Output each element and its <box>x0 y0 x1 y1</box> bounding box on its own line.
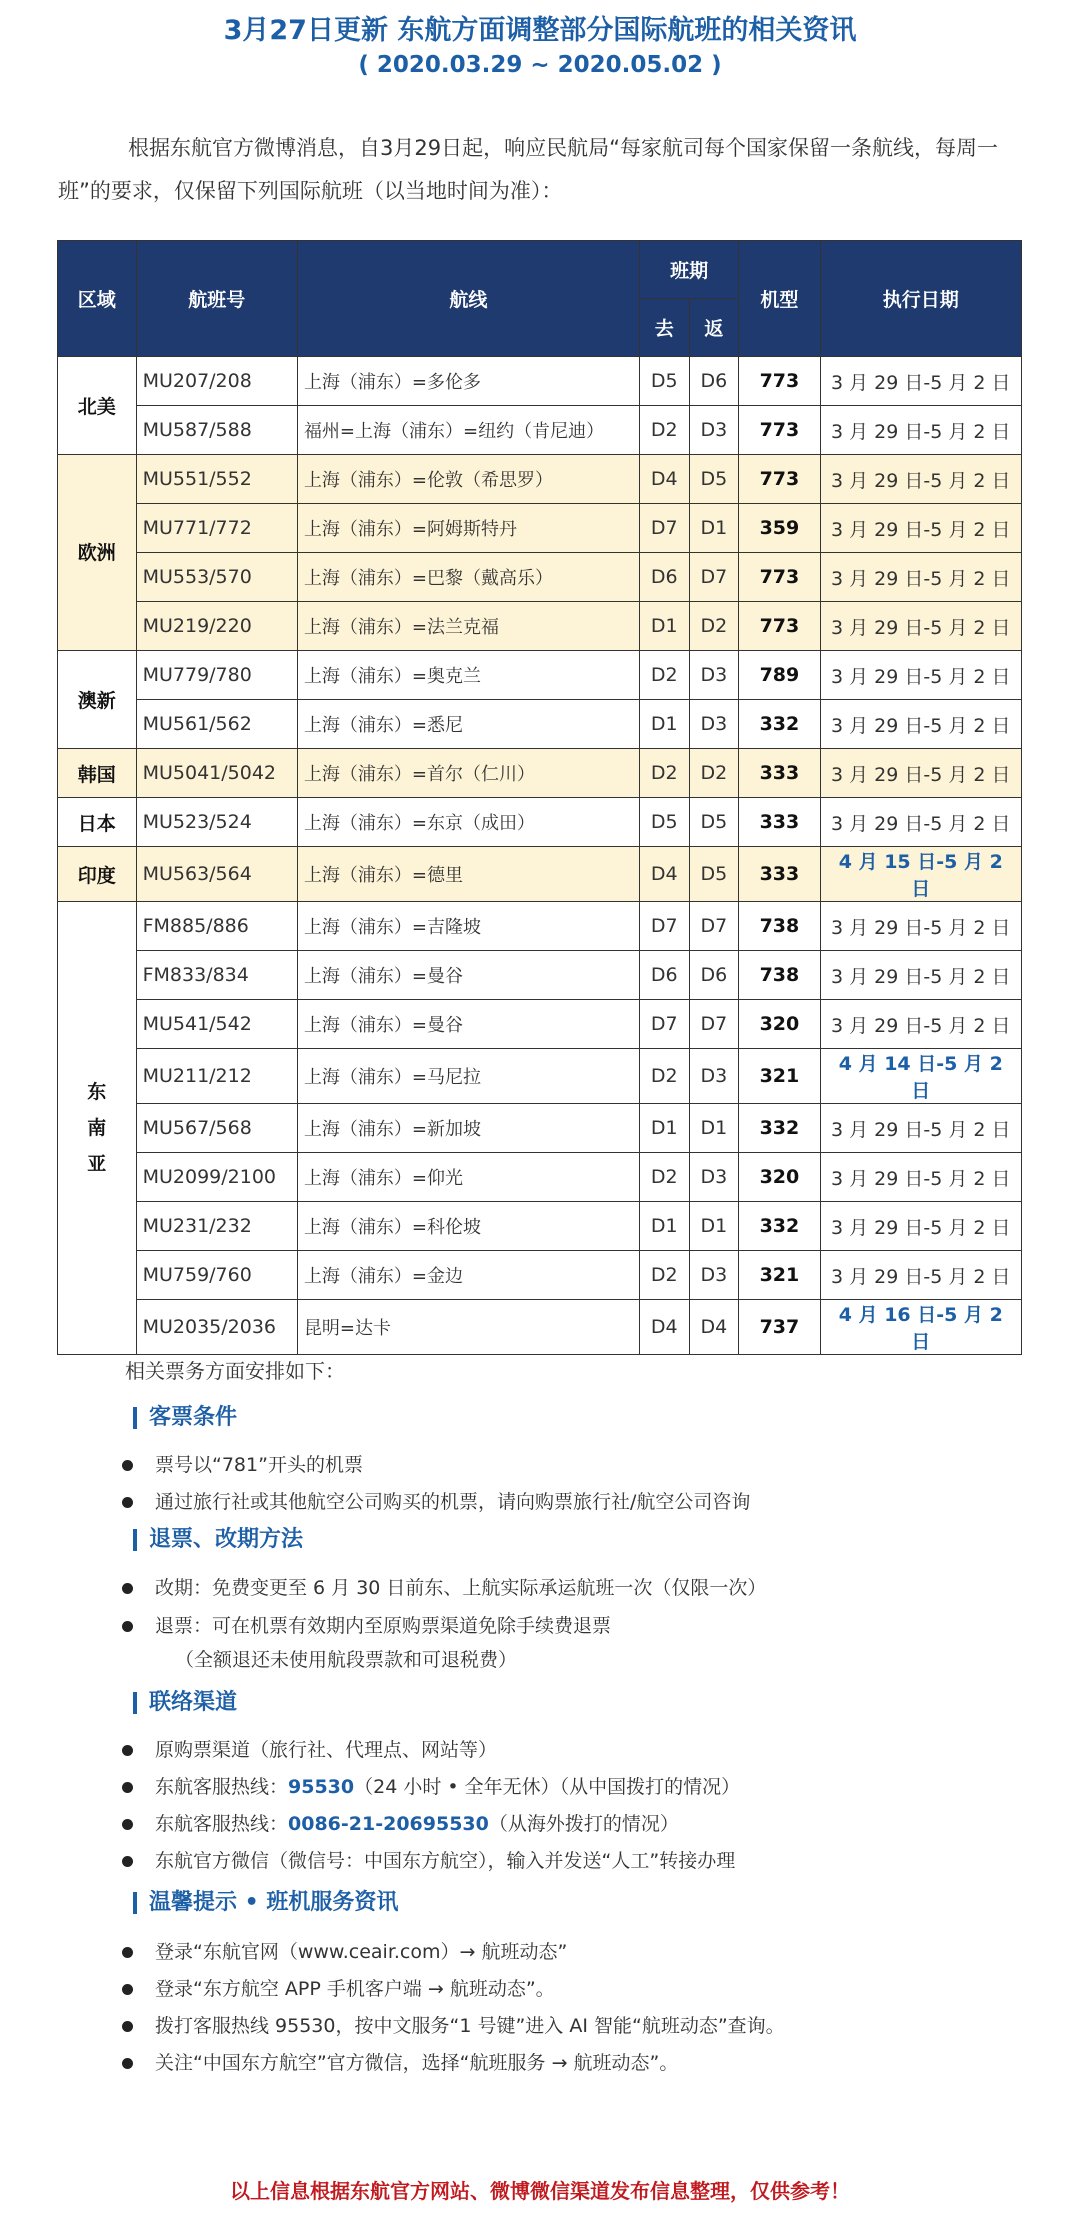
bullet-icon <box>122 1621 133 1632</box>
list-item <box>122 1487 750 1514</box>
outbound-day-cell: D1 <box>639 1202 689 1251</box>
return-day-cell: D3 <box>689 651 739 700</box>
outbound-day-cell: D7 <box>639 902 689 951</box>
item-text: 改期：免费变更至 6 月 30 日前东、上航实际承运航班一次（仅限一次） <box>155 1577 767 1599</box>
return-day-cell: D5 <box>689 847 739 902</box>
return-day-cell: D5 <box>689 455 739 504</box>
aircraft-cell: 333 <box>739 749 820 798</box>
table-row <box>58 1104 1022 1153</box>
return-day-cell: D7 <box>689 1000 739 1049</box>
outbound-day-cell: D2 <box>639 1153 689 1202</box>
dates-cell: 3 月 29 日-5 月 2 日 <box>820 504 1021 553</box>
outbound-day-cell: D2 <box>639 1251 689 1300</box>
section-title: 联络渠道 <box>149 1690 238 1715</box>
route-cell: 上海（浦东）=曼谷 <box>297 951 639 1000</box>
table-row <box>58 749 1022 798</box>
dates-cell: 4 月 15 日-5 月 2 日 <box>820 847 1021 902</box>
table-row <box>58 357 1022 406</box>
return-day-cell: D1 <box>689 1104 739 1153</box>
item-text: （从海外拨打的情况） <box>488 1813 679 1835</box>
flight-number-cell: MU771/772 <box>136 504 297 553</box>
dates-cell: 3 月 29 日-5 月 2 日 <box>820 602 1021 651</box>
aircraft-cell: 773 <box>739 553 820 602</box>
hotline-number[interactable]: 95530 <box>288 1776 355 1798</box>
flight-number-cell: MU219/220 <box>136 602 297 651</box>
dates-cell: 3 月 29 日-5 月 2 日 <box>820 406 1021 455</box>
return-day-cell: D7 <box>689 902 739 951</box>
ticket-lead: 相关票务方面安排如下： <box>125 1359 345 1383</box>
flight-number-cell: MU211/212 <box>136 1049 297 1104</box>
route-cell: 上海（浦东）=新加坡 <box>297 1104 639 1153</box>
route-cell: 上海（浦东）=东京（成田） <box>297 798 639 847</box>
dates-cell: 3 月 29 日-5 月 2 日 <box>820 951 1021 1000</box>
return-day-cell: D3 <box>689 700 739 749</box>
aircraft-cell: 320 <box>739 1000 820 1049</box>
section-ticket-conditions <box>133 1400 237 1431</box>
return-day-cell: D3 <box>689 1153 739 1202</box>
outbound-day-cell: D6 <box>639 553 689 602</box>
outbound-day-cell: D4 <box>639 455 689 504</box>
flight-number-cell: MU563/564 <box>136 847 297 902</box>
section-bar <box>133 1529 137 1551</box>
refund-note: （全额退还未使用航段票款和可退税费） <box>175 1649 518 1671</box>
return-day-cell: D1 <box>689 1202 739 1251</box>
aircraft-cell: 773 <box>739 455 820 504</box>
dates-cell: 3 月 29 日-5 月 2 日 <box>820 1104 1021 1153</box>
list-item <box>122 1937 567 1964</box>
outbound-day-cell: D7 <box>639 504 689 553</box>
table-row <box>58 1251 1022 1300</box>
bullet-icon <box>122 2058 133 2069</box>
header-region: 区域 <box>58 241 137 357</box>
table-row <box>58 406 1022 455</box>
route-cell: 上海（浦东）=多伦多 <box>297 357 639 406</box>
dates-cell: 3 月 29 日-5 月 2 日 <box>820 749 1021 798</box>
aircraft-cell: 773 <box>739 602 820 651</box>
return-day-cell: D7 <box>689 553 739 602</box>
flight-table <box>57 240 1022 1355</box>
region-cell: 印度 <box>58 847 137 902</box>
route-cell: 上海（浦东）=法兰克福 <box>297 602 639 651</box>
list-item <box>122 1846 735 1873</box>
route-cell: 福州=上海（浦东）=纽约（肯尼迪） <box>297 406 639 455</box>
item-text: 拨打客服热线 95530，按中文服务“1 号键”进入 AI 智能“航班动态”查询。 <box>155 2015 785 2037</box>
footer-disclaimer: 以上信息根据东航官方网站、微博微信渠道发布信息整理，仅供参考！ <box>230 2179 850 2203</box>
route-cell: 上海（浦东）=德里 <box>297 847 639 902</box>
list-item <box>122 2048 678 2075</box>
item-text: 登录“东方航空 APP 手机客户端 → 航班动态”。 <box>155 1978 555 2000</box>
dates-cell: 3 月 29 日-5 月 2 日 <box>820 700 1021 749</box>
dates-cell: 3 月 29 日-5 月 2 日 <box>820 357 1021 406</box>
return-day-cell: D3 <box>689 1251 739 1300</box>
aircraft-cell: 359 <box>739 504 820 553</box>
header-flight: 航班号 <box>136 241 297 357</box>
flight-number-cell: MU5041/5042 <box>136 749 297 798</box>
route-cell: 上海（浦东）=阿姆斯特丹 <box>297 504 639 553</box>
flight-number-cell: MU779/780 <box>136 651 297 700</box>
hotline-domestic <box>122 1772 740 1799</box>
outbound-day-cell: D5 <box>639 357 689 406</box>
return-day-cell: D1 <box>689 504 739 553</box>
route-cell: 昆明=达卡 <box>297 1300 639 1355</box>
outbound-day-cell: D5 <box>639 798 689 847</box>
aircraft-cell: 333 <box>739 798 820 847</box>
table-row <box>58 455 1022 504</box>
item-text: （24 小时 • 全年无休）（从中国拨打的情况） <box>354 1776 741 1798</box>
item-text: 东航官方微信（微信号：中国东方航空），输入并发送“人工”转接办理 <box>155 1850 736 1872</box>
dates-cell: 3 月 29 日-5 月 2 日 <box>820 798 1021 847</box>
flight-number-cell: FM833/834 <box>136 951 297 1000</box>
dates-cell: 3 月 29 日-5 月 2 日 <box>820 553 1021 602</box>
aircraft-cell: 737 <box>739 1300 820 1355</box>
flight-number-cell: MU551/552 <box>136 455 297 504</box>
hotline-overseas <box>122 1809 679 1836</box>
route-cell: 上海（浦东）=巴黎（戴高乐） <box>297 553 639 602</box>
region-cell: 澳新 <box>58 651 137 749</box>
route-cell: 上海（浦东）=悉尼 <box>297 700 639 749</box>
bullet-icon <box>122 2021 133 2032</box>
header-back: 返 <box>689 299 739 357</box>
section-tips <box>133 1885 398 1916</box>
return-day-cell: D2 <box>689 749 739 798</box>
outbound-day-cell: D4 <box>639 1300 689 1355</box>
section-contact <box>133 1685 237 1716</box>
outbound-day-cell: D2 <box>639 1049 689 1104</box>
section-bar <box>133 1407 137 1429</box>
item-text: 退票：可在机票有效期内至原购票渠道免除手续费退票 <box>155 1615 612 1637</box>
list-item <box>122 1974 555 2001</box>
region-cell: 日本 <box>58 798 137 847</box>
aircraft-cell: 333 <box>739 847 820 902</box>
outbound-day-cell: D4 <box>639 847 689 902</box>
table-row <box>58 902 1022 951</box>
flight-number-cell: MU759/760 <box>136 1251 297 1300</box>
dates-cell: 4 月 14 日-5 月 2 日 <box>820 1049 1021 1104</box>
outbound-day-cell: D2 <box>639 749 689 798</box>
outbound-day-cell: D1 <box>639 602 689 651</box>
aircraft-cell: 321 <box>739 1251 820 1300</box>
return-day-cell: D4 <box>689 1300 739 1355</box>
aircraft-cell: 332 <box>739 700 820 749</box>
intro-paragraph: 根据东航官方微博消息，自3月29日起，响应民航局“每家航司每个国家保留一条航线，每周一班”的要求，仅保留下列国际航班（以当地时间为准）： <box>58 136 998 203</box>
flight-number-cell: MU2035/2036 <box>136 1300 297 1355</box>
flight-number-cell: MU561/562 <box>136 700 297 749</box>
outbound-day-cell: D1 <box>639 700 689 749</box>
bullet-icon <box>122 1856 133 1867</box>
flight-number-cell: MU553/570 <box>136 553 297 602</box>
bullet-icon <box>122 1497 133 1508</box>
outbound-day-cell: D2 <box>639 651 689 700</box>
aircraft-cell: 321 <box>739 1049 820 1104</box>
flight-number-cell: MU587/588 <box>136 406 297 455</box>
header-aircraft: 机型 <box>739 241 820 357</box>
flight-number-cell: FM885/886 <box>136 902 297 951</box>
flight-number-cell: MU2099/2100 <box>136 1153 297 1202</box>
aircraft-cell: 738 <box>739 951 820 1000</box>
page-subtitle: ( 2020.03.29 ~ 2020.05.02 ) <box>358 52 722 78</box>
route-cell: 上海（浦东）=首尔（仁川） <box>297 749 639 798</box>
route-cell: 上海（浦东）=伦敦（希思罗） <box>297 455 639 504</box>
list-item <box>122 2011 785 2038</box>
hotline-number[interactable]: 0086-21-20695530 <box>288 1813 489 1835</box>
region-cell: 韩国 <box>58 749 137 798</box>
aircraft-cell: 738 <box>739 902 820 951</box>
table-row <box>58 951 1022 1000</box>
outbound-day-cell: D2 <box>639 406 689 455</box>
aircraft-cell: 332 <box>739 1202 820 1251</box>
table-row <box>58 700 1022 749</box>
section-title: 客票条件 <box>149 1405 238 1430</box>
region-cell: 欧洲 <box>58 455 137 651</box>
outbound-day-cell: D1 <box>639 1104 689 1153</box>
header-out: 去 <box>639 299 689 357</box>
dates-cell: 3 月 29 日-5 月 2 日 <box>820 1202 1021 1251</box>
return-day-cell: D6 <box>689 951 739 1000</box>
bullet-icon <box>122 1460 133 1471</box>
route-cell: 上海（浦东）=科伦坡 <box>297 1202 639 1251</box>
bullet-icon <box>122 1819 133 1830</box>
flight-number-cell: MU231/232 <box>136 1202 297 1251</box>
header-route: 航线 <box>297 241 639 357</box>
route-cell: 上海（浦东）=曼谷 <box>297 1000 639 1049</box>
section-refund-change <box>133 1522 303 1553</box>
aircraft-cell: 332 <box>739 1104 820 1153</box>
item-text: 东航客服热线： <box>155 1813 289 1835</box>
list-item <box>122 1450 363 1477</box>
dates-cell: 4 月 16 日-5 月 2 日 <box>820 1300 1021 1355</box>
table-row <box>58 553 1022 602</box>
item-text: 原购票渠道（旅行社、代理点、网站等） <box>155 1739 498 1761</box>
header-schedule: 班期 <box>639 241 738 299</box>
aircraft-cell: 789 <box>739 651 820 700</box>
bullet-icon <box>122 1745 133 1756</box>
bullet-icon <box>122 1984 133 1995</box>
bullet-icon <box>122 1782 133 1793</box>
flight-number-cell: MU567/568 <box>136 1104 297 1153</box>
dates-cell: 3 月 29 日-5 月 2 日 <box>820 1153 1021 1202</box>
list-item <box>122 1735 497 1762</box>
flight-table-body <box>58 357 1022 1355</box>
aircraft-cell: 320 <box>739 1153 820 1202</box>
table-row <box>58 798 1022 847</box>
return-day-cell: D3 <box>689 406 739 455</box>
route-cell: 上海（浦东）=金边 <box>297 1251 639 1300</box>
table-row <box>58 651 1022 700</box>
section-title: 退票、改期方法 <box>149 1527 304 1552</box>
table-row <box>58 1202 1022 1251</box>
return-day-cell: D5 <box>689 798 739 847</box>
table-row <box>58 1049 1022 1104</box>
bullet-icon <box>122 1947 133 1958</box>
list-item <box>122 1573 766 1600</box>
table-row <box>58 602 1022 651</box>
section-title: 温馨提示 • 班机服务资讯 <box>149 1890 399 1915</box>
item-text: 票号以“781”开头的机票 <box>155 1454 363 1476</box>
item-text: 关注“中国东方航空”官方微信，选择“航班服务 → 航班动态”。 <box>155 2052 679 2074</box>
list-item <box>122 1611 611 1638</box>
section-bar <box>133 1692 137 1714</box>
table-row <box>58 1000 1022 1049</box>
outbound-day-cell: D7 <box>639 1000 689 1049</box>
dates-cell: 3 月 29 日-5 月 2 日 <box>820 1251 1021 1300</box>
route-cell: 上海（浦东）=奥克兰 <box>297 651 639 700</box>
region-cell: 北美 <box>58 357 137 455</box>
dates-cell: 3 月 29 日-5 月 2 日 <box>820 455 1021 504</box>
dates-cell: 3 月 29 日-5 月 2 日 <box>820 1000 1021 1049</box>
route-cell: 上海（浦东）=仰光 <box>297 1153 639 1202</box>
flight-number-cell: MU207/208 <box>136 357 297 406</box>
dates-cell: 3 月 29 日-5 月 2 日 <box>820 651 1021 700</box>
return-day-cell: D6 <box>689 357 739 406</box>
flight-number-cell: MU523/524 <box>136 798 297 847</box>
item-text: 通过旅行社或其他航空公司购买的机票，请向购票旅行社/航空公司咨询 <box>155 1491 751 1513</box>
region-cell: 东 南 亚 <box>58 902 137 1355</box>
outbound-day-cell: D6 <box>639 951 689 1000</box>
aircraft-cell: 773 <box>739 357 820 406</box>
section-bar <box>133 1892 137 1914</box>
return-day-cell: D3 <box>689 1049 739 1104</box>
table-row <box>58 1153 1022 1202</box>
bullet-icon <box>122 1583 133 1594</box>
item-text: 东航客服热线： <box>155 1776 289 1798</box>
table-row <box>58 847 1022 902</box>
dates-cell: 3 月 29 日-5 月 2 日 <box>820 902 1021 951</box>
return-day-cell: D2 <box>689 602 739 651</box>
route-cell: 上海（浦东）=马尼拉 <box>297 1049 639 1104</box>
table-row <box>58 504 1022 553</box>
table-row <box>58 1300 1022 1355</box>
route-cell: 上海（浦东）=吉隆坡 <box>297 902 639 951</box>
page-title: 3月27日更新 东航方面调整部分国际航班的相关资讯 <box>223 15 857 46</box>
item-text: 登录“东航官网（www.ceair.com）→ 航班动态” <box>155 1941 568 1963</box>
aircraft-cell: 773 <box>739 406 820 455</box>
header-dates: 执行日期 <box>820 241 1021 357</box>
flight-number-cell: MU541/542 <box>136 1000 297 1049</box>
